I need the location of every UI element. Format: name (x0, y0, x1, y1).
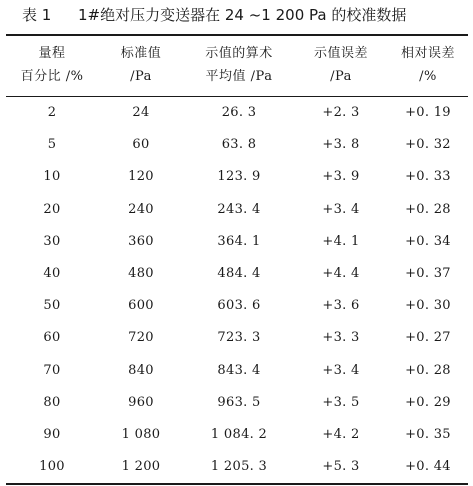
table-body (0, 97, 473, 483)
cell-mean-reading: 63. 8 (221, 137, 257, 153)
cell-range-percent: 60 (43, 330, 61, 346)
cell-indication-error: +3. 3 (322, 330, 360, 346)
table-row (0, 161, 473, 193)
cell-relative-error: +0. 35 (405, 426, 451, 442)
cell-standard-value: 1 200 (121, 459, 161, 475)
cell-mean-reading: 243. 4 (217, 201, 261, 217)
cell-indication-error: +3. 4 (322, 201, 360, 217)
cell-relative-error: +0. 33 (405, 169, 451, 185)
cell-relative-error: +0. 32 (405, 137, 451, 153)
cell-standard-value: 24 (132, 105, 150, 120)
table-row (0, 355, 473, 387)
cell-range-percent: 20 (43, 201, 61, 217)
cell-relative-error: +0. 34 (405, 233, 451, 249)
header-line: 示值的算术 (205, 46, 273, 61)
cell-range-percent: 40 (43, 265, 61, 281)
cell-standard-value: 60 (132, 137, 150, 153)
header-line: 标准值 (120, 46, 162, 61)
cell-standard-value: 120 (128, 169, 154, 185)
cell-standard-value: 960 (128, 394, 154, 410)
cell-relative-error: +0. 30 (405, 298, 451, 314)
cell-mean-reading: 603. 6 (217, 298, 261, 314)
header-line: 量程 (38, 46, 66, 61)
table-row (0, 387, 473, 419)
table-title: 1#绝对压力变送器在 24 ~1 200 Pa 的校准数据 (78, 6, 407, 24)
top-rule (6, 34, 468, 36)
table-row (0, 290, 473, 322)
cell-range-percent: 50 (43, 298, 61, 314)
cell-mean-reading: 26. 3 (221, 105, 257, 120)
cell-standard-value: 840 (128, 362, 154, 378)
table-row (0, 258, 473, 290)
cell-mean-reading: 843. 4 (217, 362, 261, 378)
table-row (0, 226, 473, 258)
table-row (0, 322, 473, 354)
header-line: 百分比 /% (20, 69, 84, 84)
cell-standard-value: 360 (128, 233, 154, 249)
header-line: 相对误差 (400, 46, 455, 61)
cell-relative-error: +0. 28 (405, 201, 451, 217)
header-line: /Pa (330, 69, 352, 84)
cell-indication-error: +4. 1 (322, 233, 360, 249)
table-row (0, 129, 473, 161)
cell-indication-error: +3. 5 (322, 394, 360, 410)
header-line: /Pa (130, 69, 152, 84)
cell-standard-value: 720 (128, 330, 154, 346)
cell-indication-error: +3. 6 (322, 298, 360, 314)
bottom-rule (6, 483, 468, 485)
cell-relative-error: +0. 27 (405, 330, 451, 346)
table-label: 表 1 (22, 6, 52, 24)
table-row (0, 419, 473, 451)
cell-indication-error: +4. 4 (322, 265, 360, 281)
cell-standard-value: 1 080 (121, 426, 161, 442)
cell-range-percent: 10 (43, 169, 61, 185)
cell-mean-reading: 1 205. 3 (210, 459, 268, 475)
cell-range-percent: 70 (43, 362, 61, 378)
cell-mean-reading: 123. 9 (217, 169, 261, 185)
cell-range-percent: 80 (43, 394, 61, 410)
cell-relative-error: +0. 44 (405, 459, 451, 475)
cell-mean-reading: 723. 3 (217, 330, 261, 346)
cell-relative-error: +0. 28 (405, 362, 451, 378)
cell-standard-value: 240 (128, 201, 154, 217)
header-indication-error (294, 40, 388, 90)
header-range-percent (6, 40, 98, 90)
cell-indication-error: +4. 2 (322, 426, 360, 442)
cell-standard-value: 480 (128, 265, 154, 281)
cell-standard-value: 600 (128, 298, 154, 314)
cell-indication-error: +3. 8 (322, 137, 360, 153)
cell-mean-reading: 963. 5 (217, 394, 261, 410)
cell-indication-error: +2. 3 (322, 105, 360, 120)
header-standard-value (98, 40, 184, 90)
cell-indication-error: +3. 9 (322, 169, 360, 185)
cell-range-percent: 90 (43, 426, 61, 442)
cell-indication-error: +3. 4 (322, 362, 360, 378)
header-relative-error (388, 40, 468, 90)
cell-indication-error: +5. 3 (322, 459, 360, 475)
header-line: /% (419, 69, 437, 84)
cell-range-percent: 2 (47, 105, 57, 120)
table-caption (0, 4, 473, 26)
cell-range-percent: 100 (39, 459, 65, 475)
table-row (0, 194, 473, 226)
cell-relative-error: +0. 19 (405, 105, 451, 120)
header-line: 示值误差 (313, 46, 368, 61)
table-row (0, 451, 473, 483)
header-mean-reading (184, 40, 294, 90)
header-line: 平均值 /Pa (205, 69, 273, 84)
cell-mean-reading: 484. 4 (217, 265, 261, 281)
cell-mean-reading: 364. 1 (217, 233, 261, 249)
cell-relative-error: +0. 37 (405, 265, 451, 281)
cell-relative-error: +0. 29 (405, 394, 451, 410)
cell-mean-reading: 1 084. 2 (210, 426, 268, 442)
cell-range-percent: 30 (43, 233, 61, 249)
table-row (0, 97, 473, 129)
cell-range-percent: 5 (47, 137, 57, 153)
